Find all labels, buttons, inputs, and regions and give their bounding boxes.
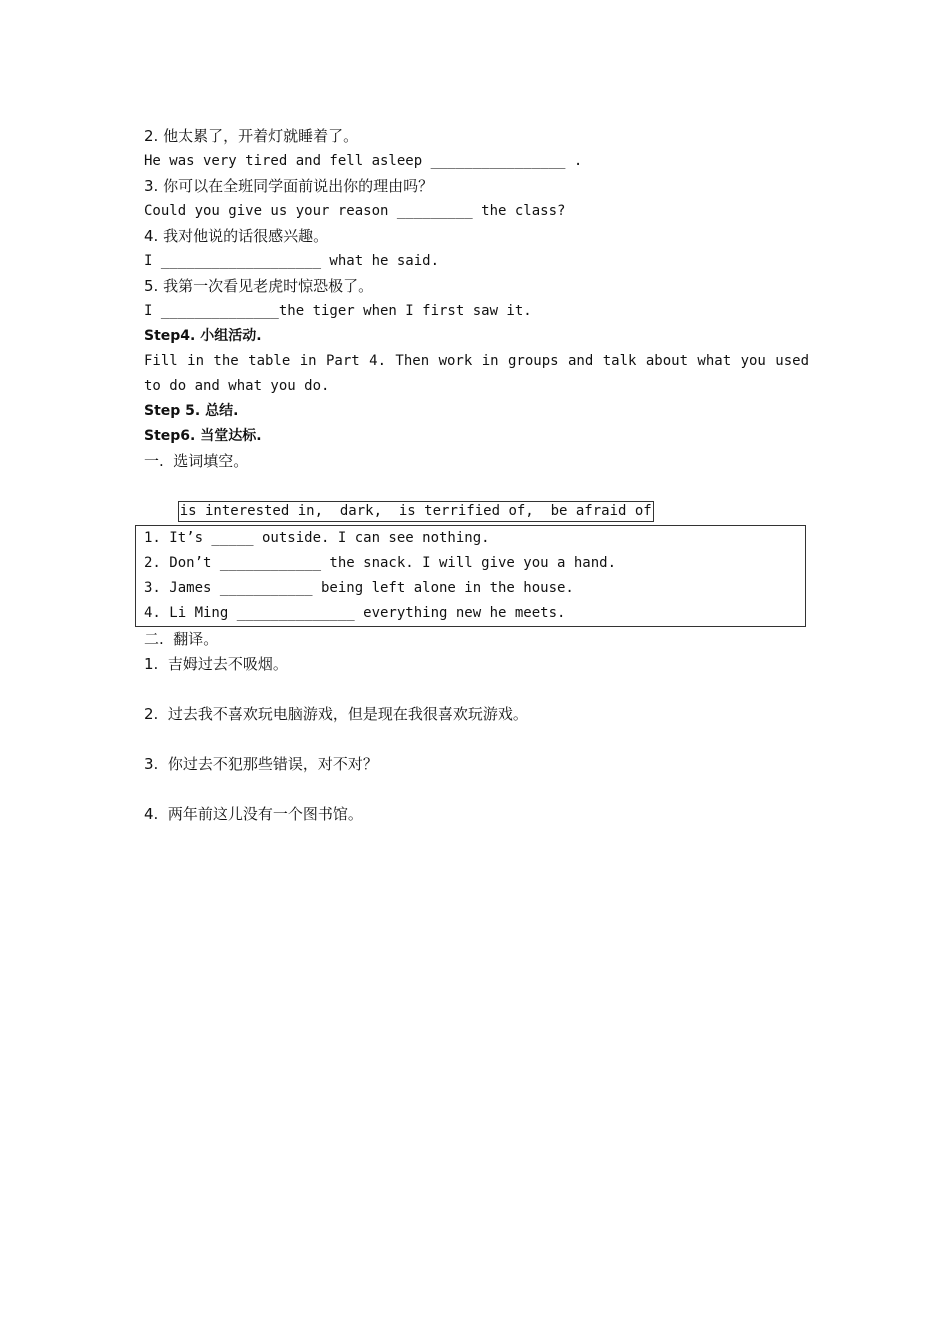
step4-line2: to do and what you do. xyxy=(144,378,330,394)
step4-line1: Fill in the table in Part 4. Then work in groups and talk about what you used xyxy=(144,353,809,369)
answer-space xyxy=(144,777,809,802)
item-2-english: He was very tired and fell asleep ________________ . xyxy=(144,153,583,169)
step6-title: Step6. 当堂达标. xyxy=(144,428,262,444)
answer-space xyxy=(144,727,809,752)
worksheet-page xyxy=(144,124,809,827)
translation-1: 1. 吉姆过去不吸烟。 xyxy=(144,655,288,673)
answer-space xyxy=(144,677,809,702)
item-5-english: I ______________the tiger when I first saw it. xyxy=(144,303,532,319)
translation-2: 2. 过去我不喜欢玩电脑游戏，但是现在我很喜欢玩游戏。 xyxy=(144,705,528,723)
exercise-1: 1. It’s _____ outside. I can see nothing. xyxy=(144,530,490,546)
item-4-english: I ___________________ what he said. xyxy=(144,253,440,269)
item-2-chinese: 2. 他太累了，开着灯就睡着了。 xyxy=(144,127,359,145)
step5-title: Step 5. 总结. xyxy=(144,403,239,419)
exercise-2: 2. Don’t ____________ the snack. I will give you a hand. xyxy=(144,555,617,571)
word-box: is interested in, dark, is terrified of, be afraid of xyxy=(178,501,654,522)
step4-title: Step4. 小组活动. xyxy=(144,328,262,344)
translation-3: 3. 你过去不犯那些错误，对不对？ xyxy=(144,755,378,773)
exercise-4: 4. Li Ming ______________ everything new he meets. xyxy=(144,605,566,621)
part2-title: 二. 翻译。 xyxy=(144,630,219,648)
item-5-chinese: 5. 我第一次看见老虎时惊恐极了。 xyxy=(144,277,374,295)
item-3-chinese: 3. 你可以在全班同学面前说出你的理由吗？ xyxy=(144,177,434,195)
word-box-row xyxy=(144,474,809,519)
part1-title: 一. 选词填空。 xyxy=(144,452,249,470)
exercise-box xyxy=(135,525,806,627)
item-3-english: Could you give us your reason _________ the class? xyxy=(144,203,566,219)
translation-4: 4. 两年前这儿没有一个图书馆。 xyxy=(144,805,363,823)
item-4-chinese: 4. 我对他说的话很感兴趣。 xyxy=(144,227,329,245)
exercise-3: 3. James ___________ being left alone in the house. xyxy=(144,580,574,596)
